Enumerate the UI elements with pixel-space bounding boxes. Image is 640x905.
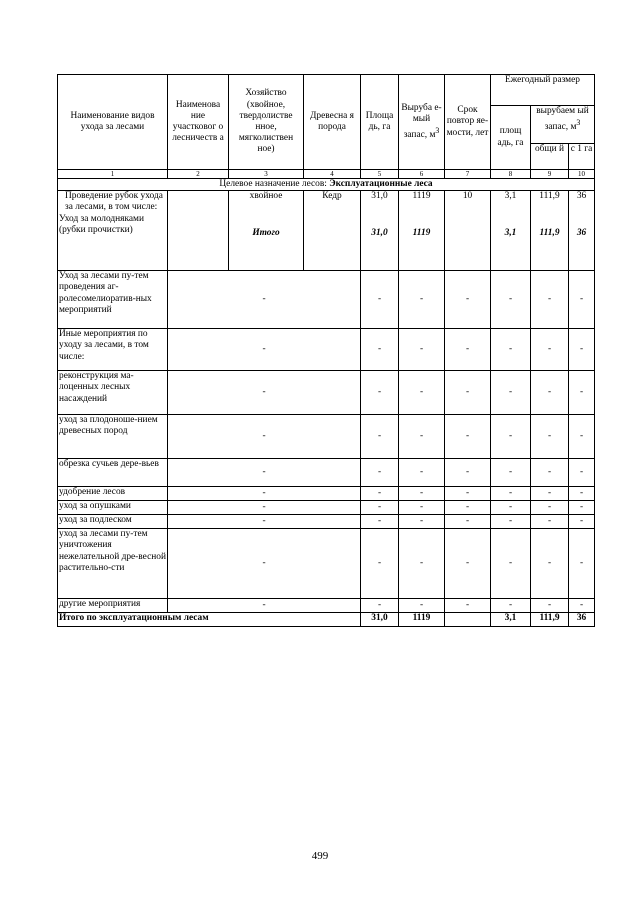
total-annual-per-ha: 36 (569, 613, 595, 627)
total-annual-total: 111,9 (531, 613, 569, 627)
row-annual-total-value: 111,9 (539, 191, 560, 202)
table-row (58, 529, 595, 599)
dash-cell: - (531, 329, 569, 371)
dash-cell: - (531, 599, 569, 613)
row-area-value: 31,0 (371, 191, 388, 202)
row-species: Кедр (304, 191, 361, 271)
table-row (58, 459, 595, 487)
header-row (58, 75, 595, 106)
col-num: 5 (361, 170, 399, 179)
col-num: 1 (58, 170, 168, 179)
header-annual-stock-text: вырубаем ый запас, м (536, 106, 589, 133)
dash-cell: - (361, 329, 399, 371)
row-annual-per-ha (569, 191, 595, 271)
dash-cell: - (531, 515, 569, 529)
row-annual-total (531, 191, 569, 271)
table-row (58, 329, 595, 371)
dash-cell: - (531, 371, 569, 415)
col-num: 6 (399, 170, 445, 179)
dash-cell: - (361, 371, 399, 415)
dash-cell: - (361, 271, 399, 329)
dash-cell: - (531, 271, 569, 329)
dash-cell: - (569, 529, 595, 599)
col-num: 10 (569, 170, 595, 179)
purpose-value: Эксплуатационные леса (329, 179, 433, 189)
table-row (58, 271, 595, 329)
header-annual-total: общи й (531, 144, 569, 170)
row-annual-area-value: 3,1 (504, 191, 517, 202)
dash-cell: - (168, 371, 361, 415)
dash-cell: - (361, 599, 399, 613)
dash-cell: - (399, 329, 445, 371)
total-label: Итого по эксплуатационным лесам (58, 613, 361, 627)
dash-cell: - (491, 459, 531, 487)
row-name: Иные мероприятия по уходу за лесами, в том числе: (58, 329, 168, 371)
dash-cell: - (399, 271, 445, 329)
dash-cell: - (531, 501, 569, 515)
col-num: 9 (531, 170, 569, 179)
dash-cell: - (445, 599, 491, 613)
row-area (361, 191, 399, 271)
row-name-a: Проведение рубок ухода за лесами, в том числе: (65, 191, 163, 213)
dash-cell: - (491, 501, 531, 515)
col-num: 2 (168, 170, 229, 179)
dash-cell: - (531, 529, 569, 599)
dash-cell: - (168, 501, 361, 515)
subtotal-area: 31,0 (371, 228, 388, 239)
row-name: удобрение лесов (58, 487, 168, 501)
row-annual-per-ha-value: 36 (576, 191, 587, 202)
header-annual-per-ha: с 1 га (569, 144, 595, 170)
purpose-cell (58, 179, 595, 191)
col-num: 3 (229, 170, 304, 179)
dash-cell: - (445, 271, 491, 329)
dash-cell: - (569, 459, 595, 487)
dash-cell: - (168, 515, 361, 529)
subtotal-annual-area: 3,1 (504, 228, 517, 239)
row-name: уход за опушками (58, 501, 168, 515)
dash-cell: - (445, 529, 491, 599)
subtotal-label: Итого (252, 228, 280, 239)
dash-cell: - (361, 515, 399, 529)
row-name: Уход за лесами пу-тем проведения аг-ролесомелиоратив-ных мероприятий (58, 271, 168, 329)
subtotal-annual-total: 111,9 (539, 228, 560, 239)
row-period: 10 (445, 191, 491, 271)
purpose-prefix: Целевое назначение лесов: (219, 179, 330, 189)
row-name: уход за подлеском (58, 515, 168, 529)
row-farm-value: хвойное (249, 191, 283, 202)
total-row (58, 613, 595, 627)
header-activity: Наименование видов ухода за лесами (58, 75, 168, 170)
forest-care-table (57, 74, 595, 627)
dash-cell: - (445, 415, 491, 459)
table-row (58, 501, 595, 515)
dash-cell: - (399, 501, 445, 515)
dash-cell: - (531, 415, 569, 459)
dash-cell: - (168, 271, 361, 329)
header-species: Древесна я порода (304, 75, 361, 170)
col-num: 8 (491, 170, 531, 179)
header-district: Наименова ние участковог о лесничеств а (168, 75, 229, 170)
dash-cell: - (569, 271, 595, 329)
dash-cell: - (531, 487, 569, 501)
subtotal-stock: 1119 (412, 228, 431, 239)
row-name-b: Уход за молодняками (рубки прочистки) (59, 213, 144, 235)
row-farm (229, 191, 304, 271)
dash-cell: - (445, 459, 491, 487)
header-annual-stock-sup: 3 (576, 118, 581, 128)
dash-cell: - (445, 329, 491, 371)
header-period: Срок повтор яе-мости, лет (445, 75, 491, 170)
dash-cell: - (399, 459, 445, 487)
table-row (58, 371, 595, 415)
col-num: 7 (445, 170, 491, 179)
dash-cell: - (531, 459, 569, 487)
dash-cell: - (399, 515, 445, 529)
dash-cell: - (168, 487, 361, 501)
row-name: другие мероприятия (58, 599, 168, 613)
row-stock (399, 191, 445, 271)
dash-cell: - (491, 329, 531, 371)
dash-cell: - (168, 599, 361, 613)
dash-cell: - (399, 415, 445, 459)
dash-cell: - (491, 529, 531, 599)
total-annual-area: 3,1 (491, 613, 531, 627)
dash-cell: - (361, 529, 399, 599)
table-row (58, 191, 595, 271)
dash-cell: - (399, 529, 445, 599)
table-row (58, 599, 595, 613)
dash-cell: - (491, 515, 531, 529)
row-district (168, 191, 229, 271)
dash-cell: - (445, 371, 491, 415)
dash-cell: - (569, 415, 595, 459)
row-name: реконструкция ма-лоценных лесных насаждений (58, 371, 168, 415)
dash-cell: - (445, 487, 491, 501)
row-name: уход за плодоноше-нием древесных пород (58, 415, 168, 459)
dash-cell: - (569, 599, 595, 613)
page-number: 499 (311, 850, 329, 862)
total-period (445, 613, 491, 627)
total-stock: 1119 (399, 613, 445, 627)
dash-cell: - (491, 271, 531, 329)
subtotal-annual-per-ha: 36 (576, 228, 587, 239)
dash-cell: - (361, 415, 399, 459)
row-name: обрезка сучьев дере-вьев (58, 459, 168, 487)
dash-cell: - (445, 501, 491, 515)
row-name (58, 191, 168, 271)
dash-cell: - (491, 371, 531, 415)
column-number-row (58, 170, 595, 179)
dash-cell: - (491, 487, 531, 501)
dash-cell: - (569, 487, 595, 501)
table-row (58, 415, 595, 459)
total-area: 31,0 (361, 613, 399, 627)
dash-cell: - (569, 329, 595, 371)
header-stock-text: Выруба е-мый запас, м (401, 102, 442, 141)
dash-cell: - (361, 501, 399, 515)
row-stock-value: 1119 (412, 191, 431, 202)
dash-cell: - (491, 599, 531, 613)
header-stock (399, 75, 445, 170)
dash-cell: - (361, 459, 399, 487)
dash-cell: - (399, 599, 445, 613)
dash-cell: - (168, 529, 361, 599)
row-annual-area (491, 191, 531, 271)
dash-cell: - (399, 371, 445, 415)
dash-cell: - (569, 371, 595, 415)
header-annual-stock (531, 106, 595, 144)
table-row (58, 515, 595, 529)
dash-cell: - (361, 487, 399, 501)
row-name: уход за лесами пу-тем уничтожения нежелательной дре-весной растительно-сти (58, 529, 168, 599)
dash-cell: - (168, 329, 361, 371)
dash-cell: - (445, 515, 491, 529)
col-num: 4 (304, 170, 361, 179)
header-area: Площа дь, га (361, 75, 399, 170)
header-annual-area: площ адь, га (491, 106, 531, 170)
header-stock-sup: 3 (435, 126, 440, 136)
dash-cell: - (569, 515, 595, 529)
table-row (58, 487, 595, 501)
dash-cell: - (569, 501, 595, 515)
header-farm-type: Хозяйство (хвойное, твердолистве нное, мягколиствен ное) (229, 75, 304, 170)
dash-cell: - (168, 415, 361, 459)
purpose-row (58, 179, 595, 191)
dash-cell: - (168, 459, 361, 487)
dash-cell: - (491, 415, 531, 459)
dash-cell: - (399, 487, 445, 501)
header-annual: Ежегодный размер (491, 75, 595, 106)
